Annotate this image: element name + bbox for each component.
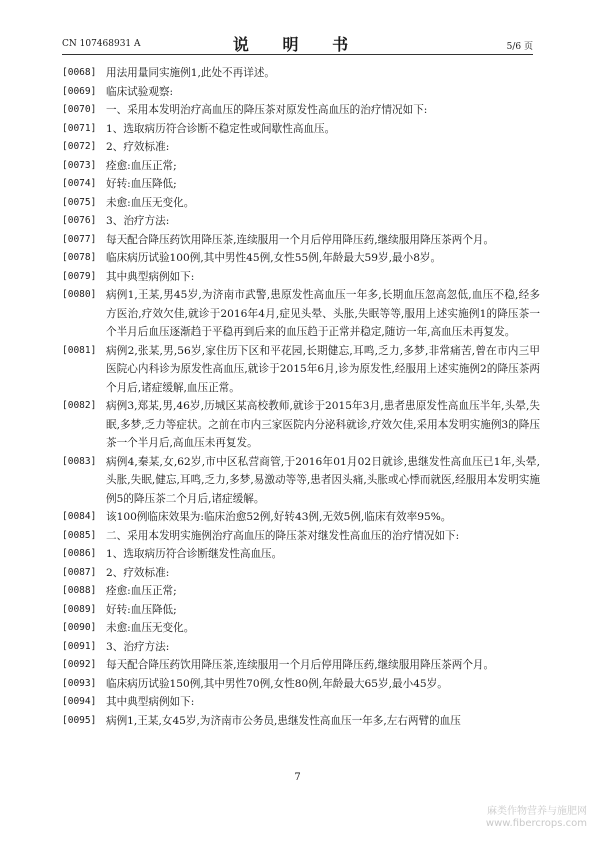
paragraph-number: [0077] xyxy=(62,233,97,245)
paragraph xyxy=(62,64,540,83)
paragraph xyxy=(62,712,540,731)
paragraph xyxy=(62,194,540,213)
paragraph xyxy=(62,693,540,712)
paragraph-number: [0094] xyxy=(62,696,97,707)
paragraph-text: 2、疗效标准: xyxy=(106,141,170,153)
paragraph xyxy=(62,619,540,638)
paragraph-number: [0090] xyxy=(62,622,97,633)
paragraph-text: 3、治疗方法: xyxy=(106,215,170,227)
paragraph-number: [0083] xyxy=(62,455,97,467)
paragraph-number: [0092] xyxy=(62,659,97,670)
paragraph xyxy=(62,286,540,342)
paragraph-number: [0084] xyxy=(62,511,97,522)
paragraph-number: [0075] xyxy=(62,196,97,208)
paragraph-number: [0086] xyxy=(62,548,97,559)
paragraph xyxy=(62,83,540,102)
paragraph-number: [0085] xyxy=(62,529,97,541)
paragraph-text: 每天配合降压药饮用降压茶,连续服用一个月后停用降压药,继续服用降压茶两个月。 xyxy=(106,233,495,246)
paragraph xyxy=(62,342,540,398)
page-indicator: 5/6 页 xyxy=(506,42,533,52)
paragraph xyxy=(62,527,540,546)
paragraph-number: [0068] xyxy=(62,67,97,78)
paragraph-number: [0079] xyxy=(62,270,97,282)
paragraph-text: 病例1,王某,女45岁,为济南市公务员,患继发性高血压一年多,左右两臂的血压 xyxy=(106,714,461,727)
paragraph-text: 1、选取病历符合诊断继发性高血压。 xyxy=(106,548,283,560)
document-number: CN 107468931 A xyxy=(62,39,141,49)
paragraph-number: [0074] xyxy=(62,178,97,189)
paragraph-text: 病例2,张某,男,56岁,家住历下区和平花园,长期健忘,耳鸣,乏力,多梦,非常痛苦,曾在市内三甲医院心内科诊为原发性高血压,就诊于2015年6月,诊为原发性,经服用上述实施例2的降压茶两个月后,诸症缓解,血压正常。 xyxy=(106,344,540,394)
paragraph xyxy=(62,175,540,194)
paragraph-number: [0093] xyxy=(62,677,97,689)
paragraph-text: 病例1,王某,男45岁,为济南市武警,患原发性高血压一年多,长期血压忽高忽低,血压不稳,经多方医治,疗效欠佳,就诊于2016年4月,症见头晕、头胀,失眠等等,服用上述实施例1的降压茶一个半月后血压逐渐趋于平稳再到后来的血压趋于正常并稳定,随访一年,高血压未再复发。 xyxy=(106,289,540,338)
paragraph-text: 其中典型病例如下: xyxy=(106,696,195,708)
paragraph-number: [0089] xyxy=(62,603,97,615)
paragraph-number: [0095] xyxy=(62,714,97,726)
paragraph xyxy=(62,268,540,287)
paragraph-text: 临床病历试验100例,其中男性45例,女性55例,年龄最大59岁,最小8岁。 xyxy=(106,252,442,264)
paragraph xyxy=(62,453,540,509)
paragraph-text: 其中典型病例如下: xyxy=(106,270,195,283)
paragraph-text: 病例4,秦某,女,62岁,市中区私营商管,于2016年01月02日就诊,患继发性高血压已1年,头晕,头胀,失眠,健忘,耳鸣,乏力,多梦,易激动等等,患者因头痛,头胀或心悸而就医,经服用本发明实施例5的降压茶二个月后,诸症缓解。 xyxy=(106,455,540,505)
paragraph-number: [0071] xyxy=(62,122,97,134)
watermark-site-name: 麻类作物营养与施肥网 xyxy=(487,806,587,817)
paragraph-text: 一、采用本发明治疗高血压的降压茶对原发性高血压的治疗情况如下: xyxy=(106,104,428,116)
header-rule xyxy=(62,54,533,55)
paragraph-text: 临床病历试验150例,其中男性70例,女性80例,年龄最大65岁,最小45岁。 xyxy=(106,677,448,690)
paragraph-text: 痊愈:血压正常; xyxy=(106,585,177,597)
paragraph xyxy=(62,656,540,675)
paragraph xyxy=(62,675,540,694)
paragraph xyxy=(62,101,540,120)
paragraph-text: 好转:血压降低; xyxy=(106,603,177,616)
paragraph-text: 好转:血压降低; xyxy=(106,178,177,190)
watermark xyxy=(486,806,587,830)
document-title: 说 明 书 xyxy=(232,35,363,54)
paragraph-number: [0080] xyxy=(62,289,97,300)
paragraph-number: [0078] xyxy=(62,252,97,263)
page-header xyxy=(62,28,533,56)
paragraph xyxy=(62,564,540,583)
paragraph-text: 3、治疗方法: xyxy=(106,640,170,653)
paragraph-text: 未愈:血压无变化。 xyxy=(106,196,195,209)
paragraph-text: 用法用量同实施例1,此处不再详述。 xyxy=(106,67,276,79)
paragraph-text: 二、采用本发明实施例治疗高血压的降压茶对继发性高血压的治疗情况如下: xyxy=(106,529,460,542)
watermark-url: www.fibercrops.com xyxy=(485,818,587,829)
paragraph-number: [0091] xyxy=(62,640,97,652)
description-body xyxy=(62,64,540,730)
paragraph-number: [0088] xyxy=(62,585,97,596)
paragraph xyxy=(62,249,540,268)
paragraph-number: [0082] xyxy=(62,400,97,411)
paragraph-text: 每天配合降压药饮用降压茶,连续服用一个月后停用降压药,继续服用降压茶两个月。 xyxy=(106,659,495,671)
paragraph-text: 该100例临床效果为:临床治愈52例,好转43例,无效5例,临床有效率95%。 xyxy=(106,511,452,523)
paragraph-number: [0087] xyxy=(62,566,97,578)
paragraph-text: 1、选取病历符合诊断不稳定性或间歇性高血压。 xyxy=(106,122,336,135)
paragraph-text: 临床试验观察: xyxy=(106,85,174,98)
paragraph xyxy=(62,212,540,231)
paragraph-number: [0081] xyxy=(62,344,97,356)
paragraph xyxy=(62,601,540,620)
paragraph xyxy=(62,138,540,157)
paragraph xyxy=(62,638,540,657)
paragraph xyxy=(62,582,540,601)
paragraph-text: 未愈:血压无变化。 xyxy=(106,622,195,634)
paragraph xyxy=(62,545,540,564)
paragraph xyxy=(62,231,540,250)
paragraph xyxy=(62,120,540,139)
paragraph-number: [0070] xyxy=(62,104,97,115)
page-number: 7 xyxy=(294,772,301,783)
paragraph xyxy=(62,397,540,453)
paragraph-number: [0073] xyxy=(62,159,97,171)
paragraph-number: [0072] xyxy=(62,141,97,152)
paragraph-text: 病例3,郑某,男,46岁,历城区某高校教师,就诊于2015年3月,患者患原发性高血压半年,头晕,失眠,多梦,乏力等症状。之前在市内三家医院内分泌科就诊,疗效欠佳,采用本发明实施例3的降压茶一个半月后,高血压未再复发。 xyxy=(106,400,540,449)
paragraph xyxy=(62,157,540,176)
paragraph-number: [0069] xyxy=(62,85,97,97)
paragraph-text: 痊愈:血压正常; xyxy=(106,159,177,172)
paragraph xyxy=(62,508,540,527)
paragraph-text: 2、疗效标准: xyxy=(106,566,170,579)
paragraph-number: [0076] xyxy=(62,215,97,226)
